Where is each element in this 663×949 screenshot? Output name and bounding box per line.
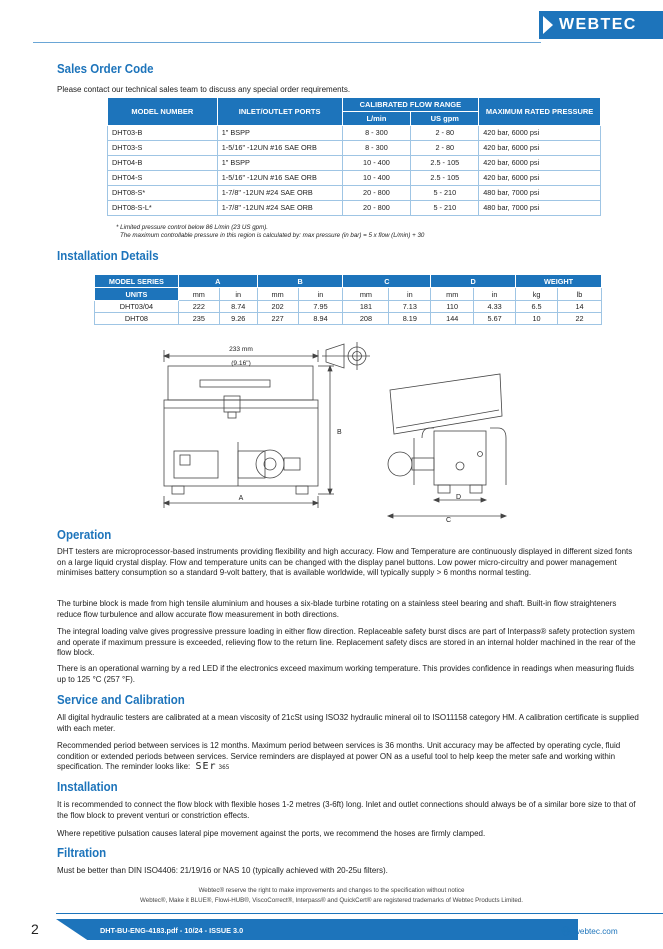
dim-top-mm: 233 mm — [229, 346, 253, 353]
cell-pressure: 420 bar, 6000 psi — [479, 156, 601, 171]
cell-series: DHT03/04 — [95, 301, 179, 313]
dim-label-b: B — [337, 429, 342, 436]
cell-value: 6.5 — [516, 301, 558, 313]
unit-lb: lb — [558, 288, 602, 301]
unit-mm: mm — [178, 288, 219, 301]
cell-model: DHT03-S — [108, 141, 218, 156]
unit-in: in — [298, 288, 343, 301]
table-row — [108, 126, 601, 141]
dim-label-d: D — [456, 494, 462, 501]
cell-model: DHT03-B — [108, 126, 218, 141]
sales-order-table — [107, 97, 601, 216]
cell-value: 5.67 — [474, 313, 516, 325]
sales-note-2: The maximum controllable pressure in this region is calculated by: max pressure (in bar) = 5 x flow (L/min) + 30 — [120, 232, 425, 239]
cell-model: DHT04-S — [108, 171, 218, 186]
col-units: UNITS — [95, 288, 179, 301]
cell-value: 8.19 — [389, 313, 431, 325]
filtration-heading: Filtration — [57, 846, 107, 860]
service-p2-text: Recommended period between services is 12 months. Maximum period between services is 36 months. Unit accuracy may be affected by operating cycle, fluid condition or extended periods between services. Service reminders are displayed at power ON as a useful tool to help keep the meter safe and working within specification. The reminder looks like: — [57, 741, 621, 771]
cell-value: 235 — [178, 313, 219, 325]
install-heading: Installation — [57, 780, 118, 794]
table-row — [108, 141, 601, 156]
cell-value: 144 — [431, 313, 474, 325]
service-heading: Service and Calibration — [57, 693, 185, 707]
cell-value: 181 — [343, 301, 389, 313]
cell-lmin: 10 - 400 — [342, 156, 411, 171]
cell-lmin: 8 - 300 — [342, 126, 411, 141]
footer-disclaimer-1: Webtec® reserve the right to make improvements and changes to the specification without notice — [198, 887, 465, 894]
operation-p1: DHT testers are microprocessor-based instruments providing flexibility and high accuracy. Flow and Temperature are continuously displayed in different sized fonts on a large liquid crystal display. Flow and temperature units can be changed with the display panel buttons. Low power micro-circuitry and power management minimises battery consumption so a standard 9-volt battery, that is available worldwide, will typically supply > 6 months normal testing. — [57, 547, 633, 577]
sales-note-1: * Limited pressure control below 86 L/min (23 US gpm). — [116, 224, 269, 231]
operation-p4: There is an operational warning by a red LED if the electronics exceed maximum working temperature. This provides confidence in readings when measuring fluids up to 125 °C (257 °F). — [57, 664, 635, 684]
cell-pressure: 480 bar, 7000 psi — [479, 186, 601, 201]
sales-heading: Sales Order Code — [57, 62, 154, 76]
installation-drawing — [150, 338, 530, 524]
cell-value: 110 — [431, 301, 474, 313]
cell-pressure: 420 bar, 6000 psi — [479, 141, 601, 156]
unit-mm: mm — [431, 288, 474, 301]
cell-value: 222 — [178, 301, 219, 313]
unit-in: in — [474, 288, 516, 301]
col-flow: CALIBRATED FLOW RANGE — [342, 98, 479, 112]
unit-in: in — [219, 288, 257, 301]
cell-lmin: 20 - 800 — [342, 186, 411, 201]
cell-usgpm: 5 - 210 — [411, 201, 479, 216]
cell-value: 7.95 — [298, 301, 343, 313]
unit-in: in — [389, 288, 431, 301]
logo-chevron-icon — [543, 16, 553, 34]
cell-value: 202 — [257, 301, 298, 313]
col-series: MODEL SERIES — [95, 275, 179, 288]
cell-pressure: 420 bar, 6000 psi — [479, 171, 601, 186]
cell-usgpm: 2.5 - 105 — [411, 171, 479, 186]
operation-heading: Operation — [57, 528, 112, 542]
cell-ports: 1" BSPP — [217, 126, 342, 141]
installation-table — [94, 274, 602, 325]
cell-lmin: 20 - 800 — [342, 201, 411, 216]
website-link[interactable] — [561, 926, 618, 936]
side-view — [388, 374, 506, 518]
installation-heading: Installation Details — [57, 249, 159, 263]
operation-p3: The integral loading valve gives progressive pressure loading in either flow direction. Replaceable safety burst discs are part of Interpass® safety protection system and operate if maximum pressure is exceeded, relieving flow to the return line. Replacement safety discs are stored in an internal holder machined in the rear of the flow block. — [57, 627, 636, 657]
unit-mm: mm — [257, 288, 298, 301]
cell-ports: 1" BSPP — [217, 156, 342, 171]
unit-mm: mm — [343, 288, 389, 301]
dim-top-in: (9.16") — [231, 360, 251, 367]
page-number: 2 — [31, 921, 39, 937]
website-text: webtec.com — [574, 926, 618, 936]
footer-rule — [56, 913, 663, 914]
lcd-reminder-sub: 365 — [218, 764, 230, 771]
cell-value: 14 — [558, 301, 602, 313]
col-lmin: L/min — [342, 112, 411, 126]
operation-p2: The turbine block is made from high tensile aluminium and houses a six-blade turbine rotating on a stainless steel bearing and shaft. Built-in flow straighteners reduce flow turbulence and allow accurate flow measurement in both directions. — [57, 599, 617, 619]
install-p1: It is recommended to connect the flow block with flexible hoses 1-2 metres (3-6ft) long. Inlet and outlet connections should always be of a similar bore size to that of the flow block to prevent venturi or constriction effects. — [57, 800, 636, 820]
cell-usgpm: 2 - 80 — [411, 141, 479, 156]
footer-disclaimer-2: Webtec®, Make it BLUE®, Flowi-HUB®, ViscoCorrect®, Interpass® and QuickCert® are registered trademarks of Webtec Products Limited. — [140, 897, 523, 904]
cell-model: DHT04-B — [108, 156, 218, 171]
header-rule — [33, 42, 541, 43]
col-a: A — [178, 275, 257, 288]
front-view — [164, 350, 334, 508]
lcd-reminder: SEr — [195, 761, 217, 772]
cell-lmin: 10 - 400 — [342, 171, 411, 186]
col-pressure: MAXIMUM RATED PRESSURE — [479, 98, 601, 126]
cell-model: DHT08-S-L* — [108, 201, 218, 216]
globe-icon — [561, 926, 571, 936]
dim-label-c: C — [446, 517, 452, 524]
cell-value: 4.33 — [474, 301, 516, 313]
cell-pressure: 480 bar, 7000 psi — [479, 201, 601, 216]
col-usgpm: US gpm — [411, 112, 479, 126]
sales-intro: Please contact our technical sales team to discuss any special order requirements. — [57, 85, 351, 94]
unit-kg: kg — [516, 288, 558, 301]
dim-label-a: A — [238, 495, 244, 502]
col-d: D — [431, 275, 516, 288]
cell-value: 7.13 — [389, 301, 431, 313]
table-row — [108, 186, 601, 201]
install-p2: Where repetitive pulsation causes lateral pipe movement against the ports, we recommend the hoses are firmly clamped. — [57, 829, 486, 838]
table-row — [95, 301, 602, 313]
cell-usgpm: 5 - 210 — [411, 186, 479, 201]
cell-value: 227 — [257, 313, 298, 325]
col-ports: INLET/OUTLET PORTS — [217, 98, 342, 126]
cell-usgpm: 2 - 80 — [411, 126, 479, 141]
table-row — [108, 171, 601, 186]
table-row — [108, 201, 601, 216]
col-model: MODEL NUMBER — [108, 98, 218, 126]
cell-value: 8.94 — [298, 313, 343, 325]
cell-value: 9.26 — [219, 313, 257, 325]
table-row — [108, 156, 601, 171]
cell-model: DHT08-S* — [108, 186, 218, 201]
cell-series: DHT08 — [95, 313, 179, 325]
col-c: C — [343, 275, 431, 288]
document-code: DHT-BU-ENG-4183.pdf - 10/24 - ISSUE 3.0 — [100, 926, 244, 935]
service-p1: All digital hydraulic testers are calibrated at a mean viscosity of 21cSt using ISO32 hydraulic mineral oil to ISO11158 category HM. A calibration certificate is supplied with each meter. — [57, 713, 639, 733]
col-b: B — [257, 275, 343, 288]
service-p2 — [57, 741, 643, 774]
cell-value: 22 — [558, 313, 602, 325]
webtec-logo — [539, 11, 663, 39]
cell-pressure: 420 bar, 6000 psi — [479, 126, 601, 141]
cell-value: 8.74 — [219, 301, 257, 313]
cell-ports: 1-7/8" -12UN #24 SAE ORB — [217, 201, 342, 216]
cell-ports: 1-5/16" -12UN #16 SAE ORB — [217, 171, 342, 186]
table-row — [95, 313, 602, 325]
logo-text: WEBTEC — [559, 16, 637, 33]
cell-value: 208 — [343, 313, 389, 325]
filtration-p1: Must be better than DIN ISO4406: 21/19/16 or NAS 10 (typically achieved with 20-25u filters). — [57, 866, 388, 875]
cell-usgpm: 2.5 - 105 — [411, 156, 479, 171]
col-weight: WEIGHT — [516, 275, 602, 288]
cell-ports: 1-7/8" -12UN #24 SAE ORB — [217, 186, 342, 201]
cell-lmin: 8 - 300 — [342, 141, 411, 156]
cell-value: 10 — [516, 313, 558, 325]
cell-ports: 1-5/16" -12UN #16 SAE ORB — [217, 141, 342, 156]
